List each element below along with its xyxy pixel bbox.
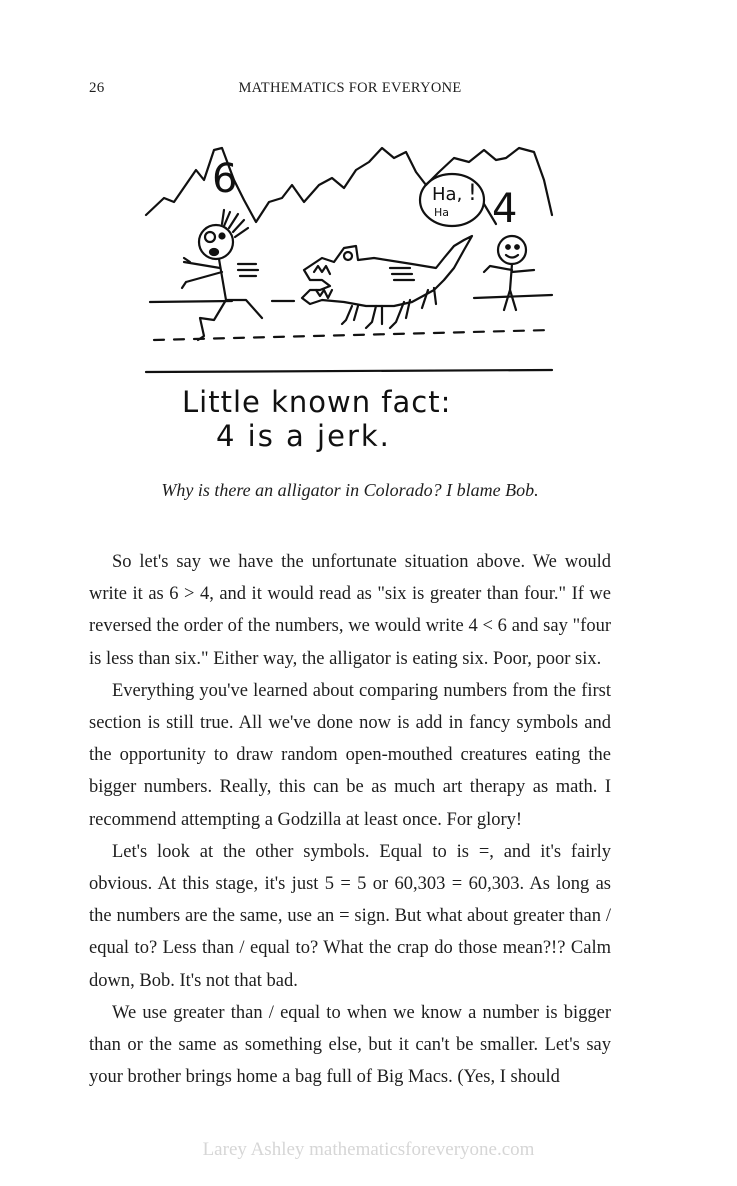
number-six-label: 6 [212,156,238,202]
page-number: 26 [89,80,105,96]
speech-exclaim: ! [468,181,477,206]
speech-text-top: Ha, [432,184,463,205]
road-top-line [150,295,552,302]
stick-figure-four [484,236,534,310]
cartoon-caption-line-2: 4 is a jerk. [216,419,391,453]
alligator-cartoon [144,140,556,470]
cartoon-illustration [144,140,556,470]
road-dashed-line [154,330,552,340]
paragraph: Let's look at the other symbols. Equal to is =, and it's fairly obvious. At this stage, it's just 5 = 5 or 60,303 = 60,303. As long as the numbers are the same, use an = sign. But what about greater than / equal to? Less than / equal to? What the crap do those mean?!? Calm down, Bob. It's not that bad. [89,841,611,991]
speech-bubble [420,174,496,226]
number-four-label: 4 [492,186,518,232]
figure-caption: Why is there an alligator in Colorado? I blame Bob. [161,480,539,500]
body-text [89,546,611,1093]
page-header [89,80,611,102]
paragraph: We use greater than / equal to when we know a number is bigger than or the same as something else, but it can't be smaller. Let's say your brother brings home a bag full of Big Macs. (Yes, I should [89,1002,611,1088]
speech-text-bottom: Ha [434,206,450,219]
cartoon-caption-line-1: Little known fact: [182,385,452,419]
running-head: MATHEMATICS FOR EVERYONE [238,80,462,96]
ground-line [146,370,552,372]
paragraph: So let's say we have the unfortunate situation above. We would write it as 6 > 4, and it would read as "six is greater than four." If we reversed the order of the numbers, we would write 4 < 6 and say "four is less than six." Either way, the alligator is eating six. Poor, poor six. [89,552,611,669]
page-footer-watermark: Larey Ashley mathematicsforeveryone.com [202,1139,535,1160]
paragraph: Everything you've learned about comparing numbers from the first section is still true. All we've done now is add in fancy symbols and the opportunity to draw random open-mouthed creatures eating the bigger numbers. Really, this can be as much art therapy as math. I recommend attempting a Godzilla at least once. For glory! [89,680,611,830]
stick-figure-six [182,210,262,340]
alligator [302,236,472,328]
